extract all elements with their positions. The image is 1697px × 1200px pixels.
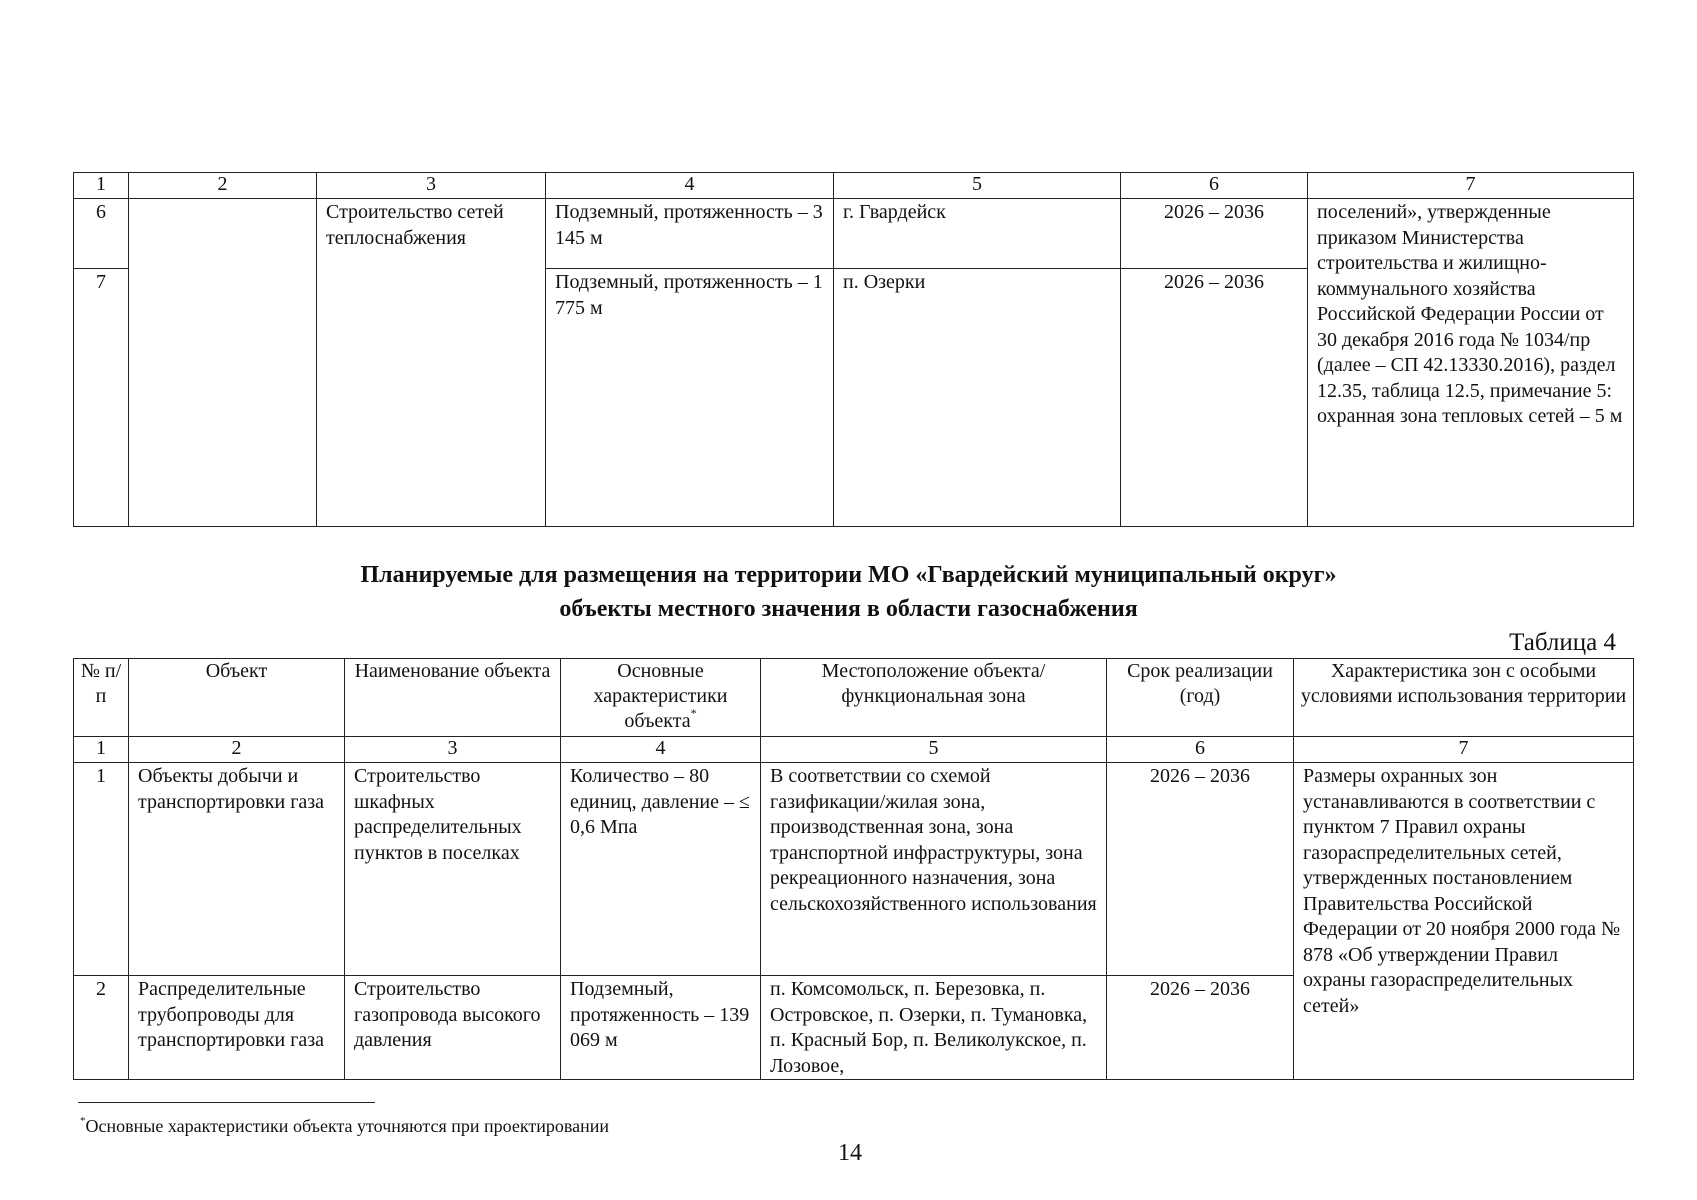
column-number: 7 [1294, 737, 1634, 763]
characteristics-cell: Подземный, протяженность – 3 145 м [546, 199, 834, 269]
location-cell: В соответствии со схемой газификации/жилая зона, производственная зона, зона транспортной инфраструктуры, зона рекреационного назначения, зона сельскохозяйственного использования [761, 763, 1107, 976]
zone-characteristics-cell: Размеры охранных зон устанавливаются в соответствии с пунктом 7 Правил охраны газораспределительных сетей, утвержденных постановлением Правительства Российской Федерации от 20 ноября 2000 года № 878 «Об утверждении Правил охраны газораспределительных сетей» [1294, 763, 1634, 1080]
column-number: 5 [834, 173, 1121, 199]
header-num: № п/п [74, 659, 129, 737]
section-heading-line-2: объекты местного значения в области газоснабжения [559, 596, 1138, 622]
object-name-cell: Строительство шкафных распределительных пунктов в поселках [345, 763, 561, 976]
table-header-row [74, 659, 1634, 737]
header-zones: Характеристика зон с особыми условиями использования территории [1294, 659, 1634, 737]
column-number-row [74, 173, 1634, 199]
table-row [74, 199, 1634, 269]
term-cell: 2026 – 2036 [1107, 763, 1294, 976]
footnote-text: Основные характеристики объекта уточняются при проектировании [85, 1116, 609, 1136]
table-row [74, 763, 1634, 976]
header-location: Местоположение объекта/ функциональная зона [761, 659, 1107, 737]
term-cell: 2026 – 2036 [1121, 199, 1308, 269]
column-number: 3 [345, 737, 561, 763]
term-cell: 2026 – 2036 [1107, 976, 1294, 1080]
column-number: 6 [1107, 737, 1294, 763]
location-cell: п. Комсомольск, п. Березовка, п. Островское, п. Озерки, п. Тумановка, п. Красный Бор, п. Великолукское, п. Лозовое, [761, 976, 1107, 1080]
column-number: 5 [761, 737, 1107, 763]
zone-characteristics-cell: поселений», утвержденные приказом Министерства строительства и жилищно-коммунального хозяйства Российской Федерации России от 30 декабря 2016 года № 1034/пр (далее – СП 42.13330.2016), раздел 12.35, таблица 12.5, примечание 5: охранная зона тепловых сетей – 5 м [1308, 199, 1634, 527]
heat-supply-table [73, 172, 1634, 527]
column-number: 1 [74, 737, 129, 763]
object-name-cell: Строительство газопровода высокого давления [345, 976, 561, 1080]
row-number: 1 [74, 763, 129, 976]
column-number-row [74, 737, 1634, 763]
header-name: Наименование объекта [345, 659, 561, 737]
gas-supply-table [73, 658, 1634, 1080]
footnote-divider [78, 1102, 375, 1103]
location-cell: п. Озерки [834, 269, 1121, 527]
characteristics-cell: Подземный, протяженность – 1 775 м [546, 269, 834, 527]
characteristics-cell: Подземный, протяженность – 139 069 м [561, 976, 761, 1080]
header-term: Срок реализации (год) [1107, 659, 1294, 737]
table-label: Таблица 4 [1509, 629, 1616, 656]
object-cell [129, 199, 317, 527]
row-number: 6 [74, 199, 129, 269]
header-object: Объект [129, 659, 345, 737]
object-name-cell: Строительство сетей теплоснабжения [317, 199, 546, 527]
column-number: 3 [317, 173, 546, 199]
column-number: 4 [546, 173, 834, 199]
object-cell: Объекты добычи и транспортировки газа [129, 763, 345, 976]
footnote-mark: * [690, 706, 697, 720]
column-number: 4 [561, 737, 761, 763]
column-number: 1 [74, 173, 129, 199]
section-heading-line-1: Планируемые для размещения на территории МО «Гвардейский муниципальный округ» [360, 562, 1337, 588]
row-number: 2 [74, 976, 129, 1080]
column-number: 7 [1308, 173, 1634, 199]
footnote [80, 1114, 609, 1141]
location-cell: г. Гвардейск [834, 199, 1121, 269]
term-cell: 2026 – 2036 [1121, 269, 1308, 527]
header-characteristics [561, 659, 761, 737]
header-characteristics-text: Основные характеристики объекта [593, 660, 728, 732]
column-number: 6 [1121, 173, 1308, 199]
row-number: 7 [74, 269, 129, 527]
footnote-mark: * [80, 1115, 86, 1127]
characteristics-cell: Количество – 80 единиц, давление – ≤ 0,6 Мпа [561, 763, 761, 976]
column-number: 2 [129, 737, 345, 763]
page-number: 14 [838, 1140, 862, 1166]
column-number: 2 [129, 173, 317, 199]
object-cell: Распределительные трубопроводы для транспортировки газа [129, 976, 345, 1080]
